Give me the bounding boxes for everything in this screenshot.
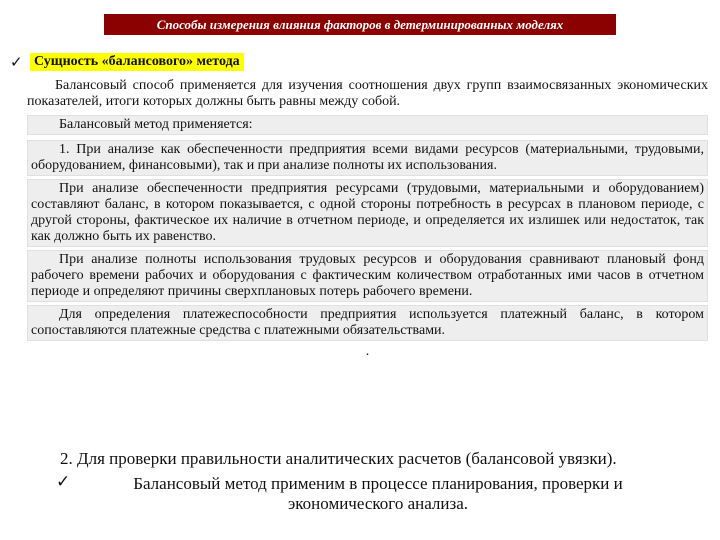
checkmark-icon: ✓ [10, 53, 23, 71]
content-body [27, 78, 708, 359]
resources-paragraph: 1. При анализе как обеспеченности предприятия всеми видами ресурсов (материальными, трудовыми, оборудованием, финансовыми), так и при анализе полноты их использования. [27, 140, 708, 176]
checkmark-icon-2: ✓ [56, 472, 71, 492]
final-statement: Балансовый метод применим в процессе планирования, проверки и экономического анализа. [133, 474, 623, 513]
provision-paragraph: При анализе обеспеченности предприятия ресурсами (трудовыми, материальными и оборудованием) составляют баланс, в котором показывается, с одной стороны потребность в ресурсах в плановом периоде, с другой стороны, фактическое их наличие в отчетном периоде, и определяется их излишек или недостаток, так как должно быть их равенство. [27, 179, 708, 247]
solvency-paragraph: Для определения платежеспособности предприятия используется платежный баланс, в котором сопоставляются платежные средства с платежными обязательствами. [27, 305, 708, 341]
labor-paragraph: При анализе полноты использования трудовых ресурсов и оборудования сравнивают плановый фонд рабочего времени рабочих и оборудования с фактическим количеством отработанных ими часов в отчетном периоде и определяют причины сверхплановых потерь рабочего времени. [27, 250, 708, 302]
section-heading: Сущность «балансового» метода [30, 53, 244, 71]
intro-paragraph: Балансовый способ применяется для изучения соотношения двух групп взаимосвязанных экономических показателей, итоги которых должны быть равны между собой. [27, 78, 708, 109]
slide-title: Способы измерения влияния факторов в детерминированных моделях [104, 14, 616, 35]
item-2-text: 2. Для проверки правильности аналитических расчетов (балансовой увязки). [60, 449, 617, 468]
method-lead-paragraph: Балансовый метод применяется: [27, 115, 708, 135]
separator-dot: . [365, 344, 370, 359]
